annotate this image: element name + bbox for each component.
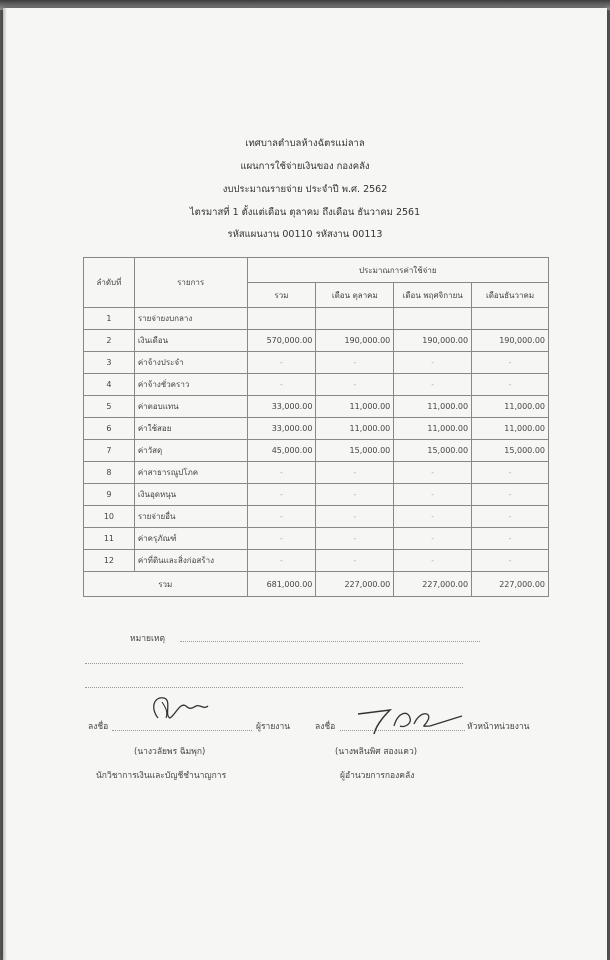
quarter-range: ไตรมาสที่ 1 ตั้งแต่เดือน ตุลาคม ถึงเดือน ธันวาคม 2561 [189,207,421,218]
table-row [84,418,549,440]
row-total: - [247,528,316,550]
row-nov: - [394,374,472,396]
row-item: ค่าวัสดุ [134,440,247,462]
left-name: (นางวลัยพร ฉิมพุก) [134,747,206,757]
row-nov [394,308,472,330]
table-header-row [84,258,549,283]
row-item: ค่าที่ดินและสิ่งก่อสร้าง [134,550,247,572]
plan-title: แผนการใช้จ่ายเงินของ กองคลัง [240,161,370,172]
row-oct: - [316,462,394,484]
row-no: 3 [84,352,135,374]
row-total: 45,000.00 [247,440,316,462]
row-nov: 11,000.00 [394,418,472,440]
right-role: หัวหน้าหน่วยงาน [467,722,530,732]
table-sum-row [84,572,549,597]
row-dec: - [472,550,549,572]
row-item: ค่าตอบแทน [134,396,247,418]
row-total: - [247,374,316,396]
row-dec: - [472,462,549,484]
sum-total: 681,000.00 [247,572,316,597]
row-total: 33,000.00 [247,396,316,418]
table-body [84,308,549,572]
row-item: ค่าใช้สอย [134,418,247,440]
budget-year: งบประมาณรายจ่าย ประจำปี พ.ศ. 2562 [222,184,388,195]
row-nov: - [394,528,472,550]
row-no: 12 [84,550,135,572]
col-total-header: รวม [247,283,316,308]
budget-table [83,257,549,597]
col-no-header: ลำดับที่ [84,258,135,308]
row-no: 10 [84,506,135,528]
col-dec-header: เดือนธันวาคม [472,283,549,308]
row-dec: 190,000.00 [472,330,549,352]
plan-codes: รหัสแผนงาน 00110 รหัสงาน 00113 [227,229,383,240]
row-item: รายจ่ายงบกลาง [134,308,247,330]
table-row [84,506,549,528]
row-total: - [247,484,316,506]
org-name: เทศบาลตำบลห้างฉัตรแม่ลาล [245,138,365,149]
row-total: - [247,506,316,528]
left-title: นักวิชาการเงินและบัญชีชำนาญการ [96,771,227,781]
row-no: 1 [84,308,135,330]
left-sign-label: ลงชื่อ [88,722,109,732]
row-oct: - [316,528,394,550]
left-signature-image [140,688,220,728]
row-item: เงินอุดหนุน [134,484,247,506]
row-dec: 11,000.00 [472,396,549,418]
row-nov: - [394,462,472,484]
row-item: ค่าจ้างชั่วคราว [134,374,247,396]
row-dec: - [472,374,549,396]
row-item: ค่าสาธารณูปโภค [134,462,247,484]
sum-dec: 227,000.00 [472,572,549,597]
row-no: 4 [84,374,135,396]
row-no: 5 [84,396,135,418]
row-oct: 190,000.00 [316,330,394,352]
row-item: เงินเดือน [134,330,247,352]
sum-label: รวม [84,572,248,597]
col-group-header: ประมาณการค่าใช้จ่าย [247,258,549,283]
row-oct: - [316,506,394,528]
row-total: - [247,550,316,572]
row-total [247,308,316,330]
row-oct: - [316,374,394,396]
table-row [84,330,549,352]
row-nov: 15,000.00 [394,440,472,462]
table-row [84,550,549,572]
table-row [84,308,549,330]
row-oct: - [316,484,394,506]
row-oct: - [316,352,394,374]
row-no: 11 [84,528,135,550]
notes-line-1 [180,641,480,642]
notes-label: หมายเหตุ [130,634,165,644]
left-sign-line [112,730,252,731]
row-oct [316,308,394,330]
row-dec: - [472,484,549,506]
row-nov: - [394,484,472,506]
left-role: ผู้รายงาน [256,722,291,732]
row-nov: - [394,506,472,528]
row-oct: 11,000.00 [316,396,394,418]
row-total: - [247,352,316,374]
table-row [84,462,549,484]
row-no: 9 [84,484,135,506]
right-signature-image [350,700,470,740]
row-total: 33,000.00 [247,418,316,440]
col-oct-header: เดือน ตุลาคม [316,283,394,308]
table-row [84,396,549,418]
row-no: 8 [84,462,135,484]
row-no: 7 [84,440,135,462]
row-dec: 11,000.00 [472,418,549,440]
row-no: 2 [84,330,135,352]
row-nov: 190,000.00 [394,330,472,352]
row-item: รายจ่ายอื่น [134,506,247,528]
sum-nov: 227,000.00 [394,572,472,597]
row-dec [472,308,549,330]
table-row [84,528,549,550]
row-nov: 11,000.00 [394,396,472,418]
col-item-header: รายการ [134,258,247,308]
row-dec: 15,000.00 [472,440,549,462]
right-sign-label: ลงชื่อ [315,722,336,732]
row-nov: - [394,550,472,572]
table-row [84,440,549,462]
right-name: (นางพลินพิศ สองแคว) [335,747,418,757]
right-title: ผู้อำนวยการกองคลัง [340,771,415,781]
row-total: 570,000.00 [247,330,316,352]
row-oct: 11,000.00 [316,418,394,440]
row-dec: - [472,528,549,550]
table-row [84,484,549,506]
row-dec: - [472,352,549,374]
row-total: - [247,462,316,484]
notes-line-2 [85,663,463,664]
row-oct: - [316,550,394,572]
row-nov: - [394,352,472,374]
right-sign-line [340,730,465,731]
row-oct: 15,000.00 [316,440,394,462]
row-item: ค่าจ้างประจำ [134,352,247,374]
table-row [84,352,549,374]
row-no: 6 [84,418,135,440]
sum-oct: 227,000.00 [316,572,394,597]
col-nov-header: เดือน พฤศจิกายน [394,283,472,308]
table-row [84,374,549,396]
row-dec: - [472,506,549,528]
row-item: ค่าครุภัณฑ์ [134,528,247,550]
